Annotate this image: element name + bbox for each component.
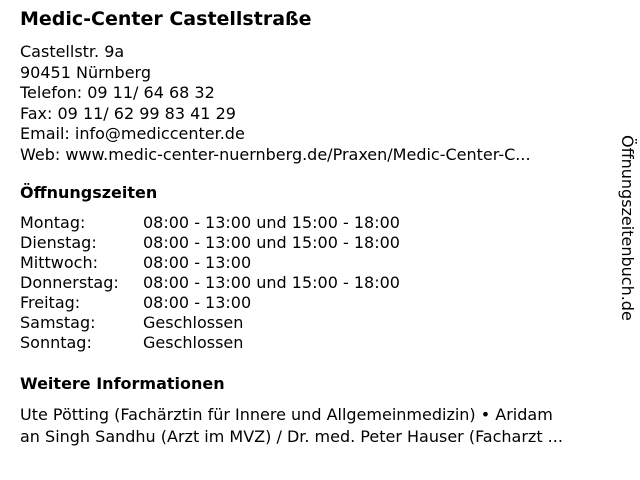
day-label: Dienstag:	[20, 233, 97, 252]
website-link[interactable]: www.medic-center-nuernberg.de/Praxen/Medic-Center-C...	[65, 144, 531, 164]
more-info-line: Ute Pötting (Fachärztin für Innere und Allgemeinmedizin) • Aridam	[20, 405, 553, 424]
more-info-text	[20, 404, 620, 447]
fax-number: 09 11/ 62 99 83 41 29	[57, 103, 236, 123]
business-name: Medic-Center Castellstraße	[20, 8, 312, 30]
hours-row-sunday	[20, 333, 400, 353]
phone-link[interactable]: 09 11/ 64 68 32	[87, 83, 215, 102]
day-label: Mittwoch:	[20, 253, 98, 272]
opening-hours-list	[20, 213, 400, 353]
day-label: Freitag:	[20, 293, 81, 312]
fax-label: Fax:	[20, 103, 53, 123]
opening-hours-heading: Öffnungszeiten	[20, 183, 158, 202]
hours-row-tuesday	[20, 233, 400, 253]
hours-row-monday	[20, 213, 400, 233]
hours-row-friday	[20, 293, 400, 313]
web-label: Web:	[20, 144, 61, 164]
email-link[interactable]: info@mediccenter.de	[74, 124, 245, 143]
hours-row-thursday	[20, 273, 400, 293]
hours-value: Geschlossen	[143, 333, 244, 352]
city-address: 90451 Nürnberg	[20, 62, 151, 82]
hours-value: Geschlossen	[143, 313, 244, 332]
brand-watermark: Öffnungszeitenbuch.de	[618, 135, 637, 321]
day-label: Sonntag:	[20, 333, 92, 352]
contact-block	[20, 42, 586, 165]
hours-row-saturday	[20, 313, 400, 333]
hours-value: 08:00 - 13:00 und 15:00 - 18:00	[143, 273, 400, 292]
more-info-line: an Singh Sandhu (Arzt im MVZ) / Dr. med. Peter Hauser (Facharzt ...	[20, 426, 563, 446]
day-label: Samstag:	[20, 313, 96, 332]
hours-value: 08:00 - 13:00 und 15:00 - 18:00	[143, 233, 400, 252]
day-label: Montag:	[20, 213, 86, 232]
email-label: Email:	[20, 124, 70, 143]
hours-row-wednesday	[20, 253, 400, 273]
hours-value: 08:00 - 13:00	[143, 293, 252, 312]
web-row	[20, 145, 586, 166]
day-label: Donnerstag:	[20, 273, 119, 292]
hours-value: 08:00 - 13:00 und 15:00 - 18:00	[143, 213, 400, 232]
email-row	[20, 124, 586, 145]
street-address: Castellstr. 9a	[20, 42, 125, 61]
more-info-heading: Weitere Informationen	[20, 374, 225, 393]
fax-row	[20, 104, 586, 125]
phone-label: Telefon:	[20, 83, 83, 102]
hours-value: 08:00 - 13:00	[143, 253, 252, 272]
phone-row	[20, 83, 586, 104]
